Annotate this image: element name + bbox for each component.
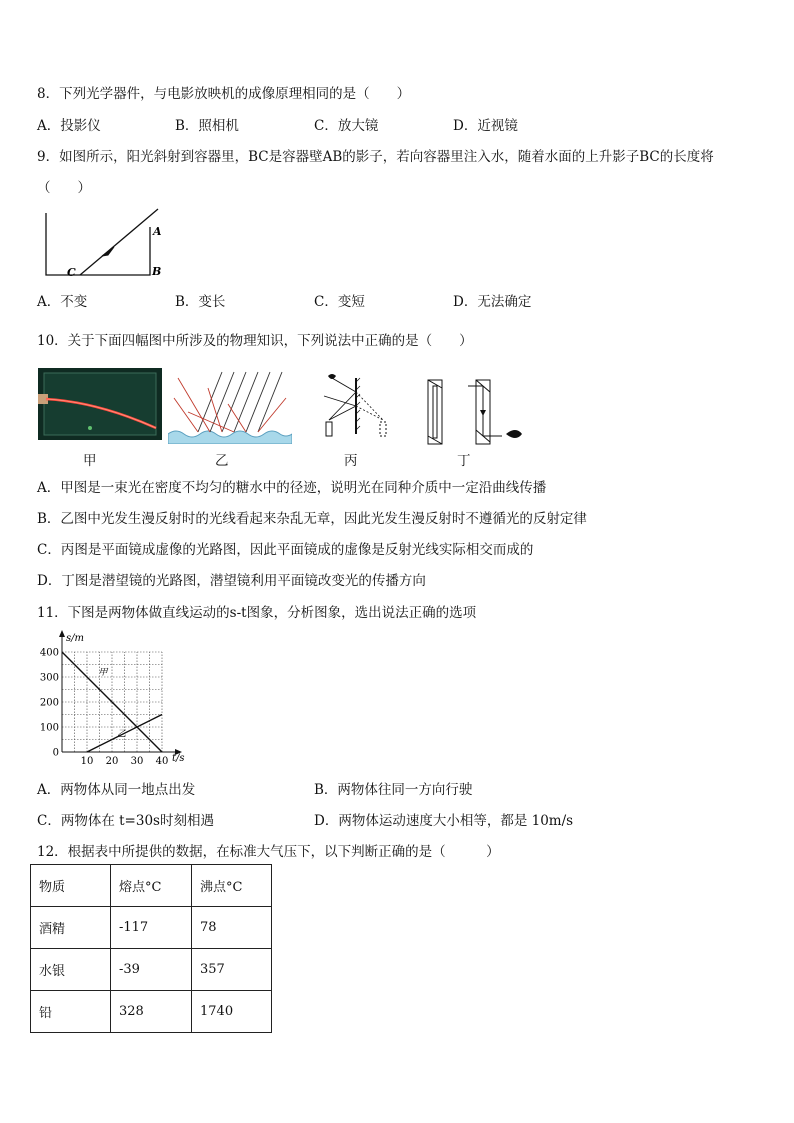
x-tick-label: 30 — [130, 756, 144, 767]
table-row — [31, 949, 272, 991]
caption-bing: 丙 — [344, 453, 358, 469]
ray-arrow-icon — [480, 410, 486, 416]
q8-option-b: B．照相机 — [175, 118, 239, 134]
table-cell: -117 — [111, 907, 192, 949]
table-cell: 328 — [111, 991, 192, 1033]
q9-option-d: D．无法确定 — [453, 294, 532, 310]
caption-ding: 丁 — [457, 453, 471, 469]
q9-option-a: A．不变 — [37, 294, 88, 310]
periscope-closed — [428, 380, 442, 444]
y-axis-arrow-icon — [59, 630, 65, 637]
caption-jia: 甲 — [83, 453, 97, 469]
q11-option-d: D．两物体运动速度大小相等，都是 10m/s — [314, 813, 574, 829]
table-cell: 357 — [192, 949, 272, 991]
tank-glass — [44, 373, 156, 435]
label-b: B — [152, 265, 162, 278]
table-row — [31, 991, 272, 1033]
q10-stem: 10．关于下面四幅图中所涉及的物理知识，下列说法中正确的是（ ） — [37, 333, 473, 349]
q9-stem: 9．如图所示，阳光斜射到容器里，BC是容器壁AB的影子，若向容器里注入水，随着水面的上升影子BC的长度将 — [37, 149, 714, 165]
header-melting-point: 熔点°C — [111, 865, 192, 907]
x-axis-label: t/s — [172, 753, 185, 764]
y-tick-label: 0 — [52, 747, 59, 759]
q11-option-a: A．两物体从同一地点出发 — [37, 782, 196, 798]
q11-option-b: B．两物体往同一方向行驶 — [314, 782, 473, 798]
q8-option-c: C．放大镜 — [314, 118, 379, 134]
rough-surface — [168, 431, 292, 444]
header-substance: 物质 — [31, 865, 111, 907]
q11-option-c: C．两物体在 t=30s时刻相遇 — [37, 813, 214, 829]
caption-yi: 乙 — [215, 453, 229, 469]
q8-option-d: D．近视镜 — [453, 118, 518, 134]
x-tick-label: 10 — [80, 756, 94, 767]
light-spot — [88, 426, 92, 430]
series-label-0: 甲 — [98, 668, 108, 678]
q10-option-d: D．丁图是潜望镜的光路图，潜望镜利用平面镜改变光的传播方向 — [37, 573, 426, 589]
series-label-1: 乙 — [117, 729, 127, 740]
melting-boiling-table — [30, 864, 272, 1033]
q9-stem-parens: （ ） — [37, 180, 91, 196]
q9-option-c: C．变短 — [314, 294, 365, 310]
q12-stem: 12．根据表中所提供的数据，在标准大气压下，以下判断正确的是（ ） — [37, 844, 500, 860]
table-header-row — [31, 865, 272, 907]
light-rays — [324, 378, 356, 420]
label-a: A — [153, 225, 162, 238]
q10-option-a: A．甲图是一束光在密度不均匀的糖水中的径迹，说明光在同种介质中一定沿曲线传播 — [37, 480, 547, 496]
y-tick-label: 100 — [39, 722, 59, 734]
ray-arrow-icon — [102, 247, 114, 256]
figure-ding — [420, 374, 530, 448]
candle-virtual — [380, 422, 386, 436]
table-cell: -39 — [111, 949, 192, 991]
table-cell: 1740 — [192, 991, 272, 1033]
q8-stem: 8．下列光学器件，与电影放映机的成像原理相同的是（ ） — [37, 86, 411, 102]
x-tick-label: 40 — [155, 756, 169, 767]
q9-option-b: B．变长 — [175, 294, 226, 310]
sun-ray — [80, 209, 158, 275]
table-cell: 铅 — [31, 991, 111, 1033]
x-tick-label: 20 — [105, 756, 119, 767]
header-boiling-point: 沸点°C — [192, 865, 272, 907]
q11-stem: 11．下图是两物体做直线运动的s-t图象，分析图象，选出说法正确的选项 — [37, 605, 477, 621]
y-tick-label: 400 — [39, 647, 59, 659]
chart-axes — [59, 630, 185, 764]
candle-real — [326, 422, 332, 436]
y-tick-label: 200 — [39, 697, 59, 709]
label-c: C — [67, 266, 76, 279]
figure-yi — [168, 368, 292, 444]
figure-bing — [318, 372, 398, 444]
chart-ticks — [40, 648, 168, 768]
y-axis-label: s/m — [66, 633, 84, 644]
virtual-rays — [356, 392, 383, 420]
container-wall — [46, 213, 150, 275]
eye-icon — [506, 430, 522, 438]
q9-figure — [40, 205, 170, 280]
q8-option-a: A．投影仪 — [37, 118, 101, 134]
figure-jia — [38, 368, 162, 440]
q10-option-c: C．丙图是平面镜成虚像的光路图，因此平面镜成的虚像是反射光线实际相交而成的 — [37, 542, 534, 558]
table-cell: 78 — [192, 907, 272, 949]
y-tick-label: 300 — [39, 672, 59, 684]
table-cell: 水银 — [31, 949, 111, 991]
table-row — [31, 907, 272, 949]
table-cell: 酒精 — [31, 907, 111, 949]
q10-option-b: B．乙图中光发生漫反射时的光线看起来杂乱无章，因此光发生漫反射时不遵循光的反射定律 — [37, 511, 587, 527]
st-chart — [36, 628, 196, 768]
